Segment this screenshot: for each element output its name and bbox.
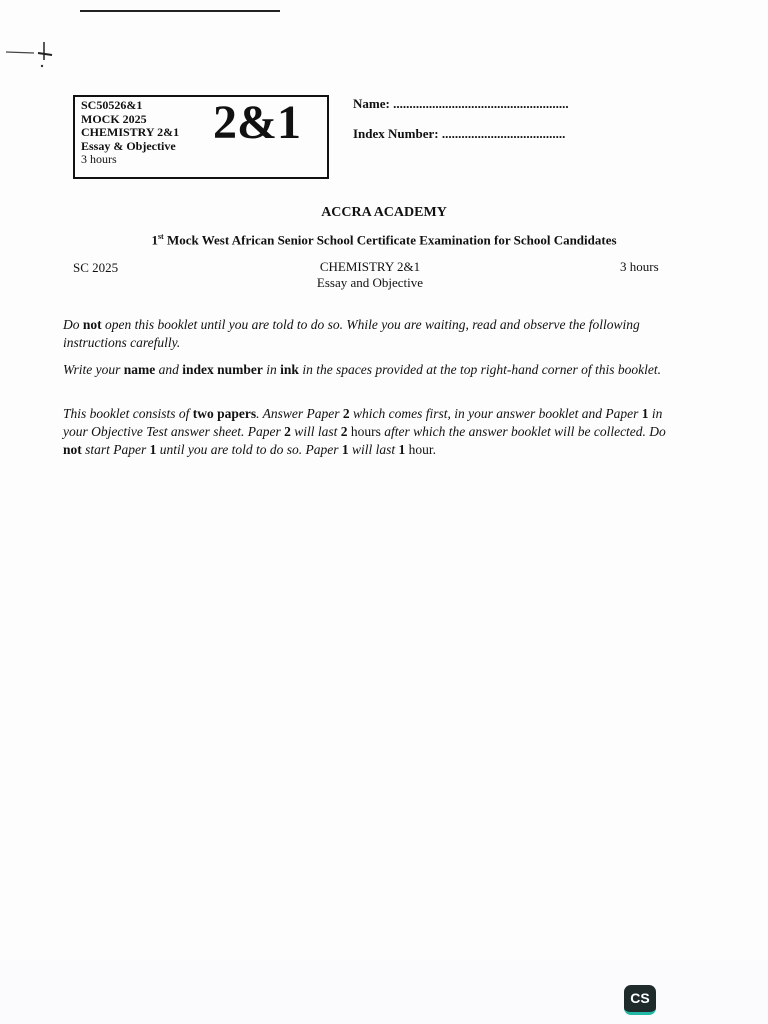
subject-code: CHEMISTRY 2&1 [81, 125, 180, 139]
big-paper-number: 2&1 [213, 96, 301, 149]
paper-code: SC50526&1 [81, 98, 143, 112]
scan-mark-icon [4, 40, 54, 70]
mock-year: MOCK 2025 [81, 111, 147, 126]
exam-year: SC 2025 [73, 260, 119, 275]
name-field: Name: ...................................................... [353, 96, 569, 111]
instruction-paragraph: This booklet consists of two papers. Answer Paper 2 which comes first, in your answer booklet and Paper 1 in your Objective Test answer sheet. Paper 2 will last 2 hours after which the answer booklet will be collected. Do not start Paper 1 until you are told to do so. Paper 1 will last 1 hour. [63, 406, 666, 457]
exam-duration: 3 hours [620, 259, 659, 274]
subject-title: CHEMISTRY 2&1 [319, 259, 421, 274]
duration: 3 hours [81, 152, 117, 166]
camscanner-badge-icon: CS [624, 985, 656, 1015]
exam-title: 1st Mock West African Senior School Certificate Examination for School Candidates [151, 232, 617, 248]
school-name: ACCRA ACADEMY [321, 205, 447, 220]
instruction-paragraph: Do not open this booklet until you are told to do so. While you are waiting, read and observe the following instructions carefully. [63, 317, 640, 350]
paper-type: Essay and Objective [316, 275, 424, 290]
top-rule [80, 10, 280, 12]
instruction-paragraph: Write your name and index number in ink in the spaces provided at the top right-hand corner of this booklet. [63, 362, 662, 377]
index-number-field: Index Number: ...................................... [353, 126, 566, 141]
paper-format: Essay & Objective [81, 138, 176, 153]
